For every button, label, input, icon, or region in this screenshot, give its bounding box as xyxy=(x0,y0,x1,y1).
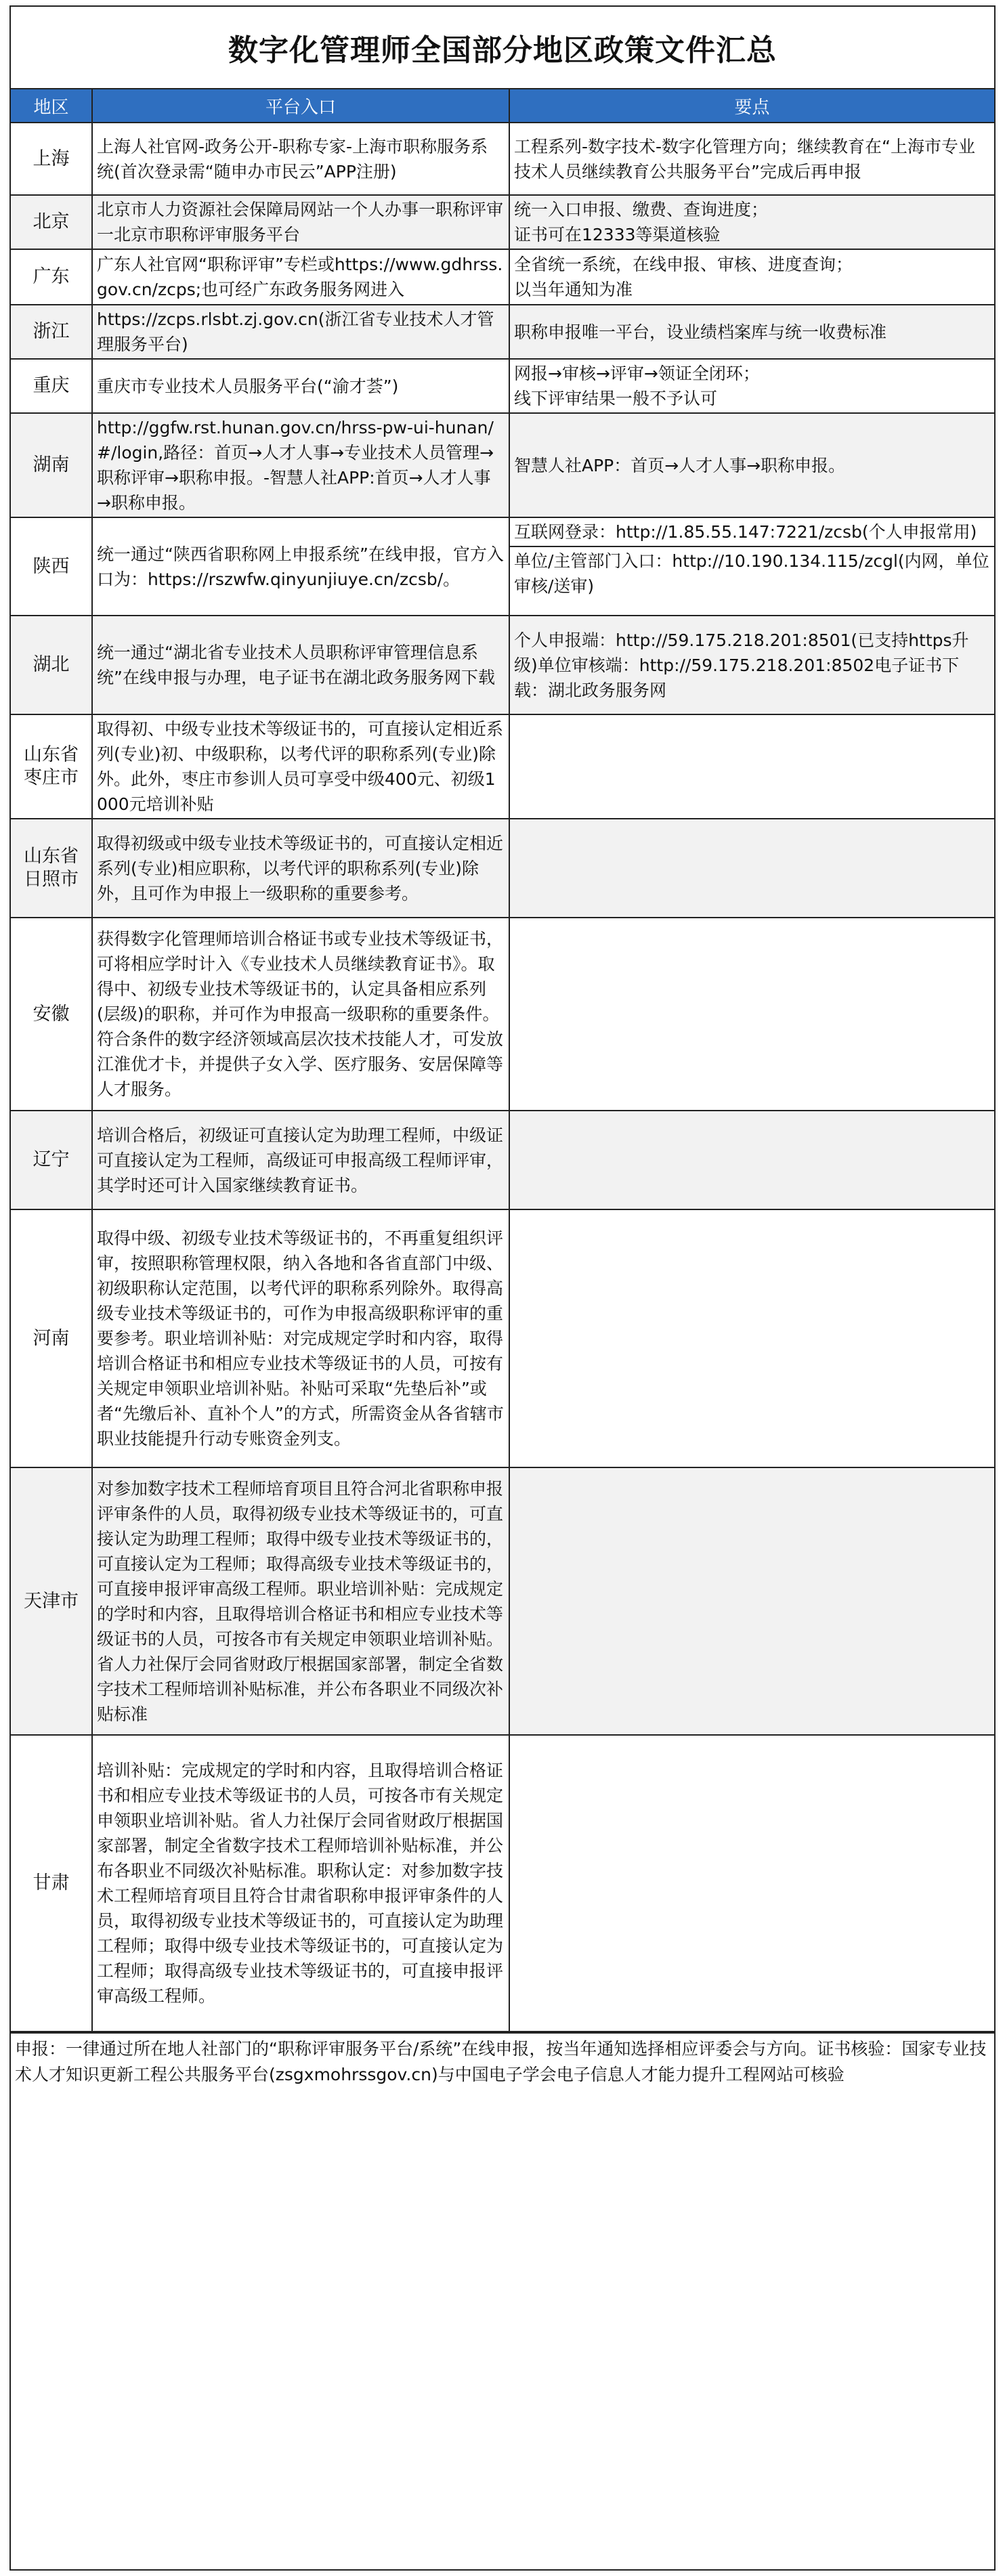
table-header-row xyxy=(11,89,994,123)
policy-table xyxy=(11,89,994,2032)
table-row xyxy=(11,123,994,195)
entry-cell: 取得初、中级专业技术等级证书的，可直接认定相近系列(专业)初、中级职称，以考代评的职称系列(专业)除外。此外，枣庄市参训人员可享受中级400元、初级1000元培训补贴 xyxy=(92,714,509,819)
region-cell: 安徽 xyxy=(11,918,92,1111)
table-row xyxy=(11,305,994,359)
table-row xyxy=(11,616,994,714)
entry-cell: 取得中级、初级专业技术等级证书的，不再重复组织评审，按照职称管理权限，纳入各地和各省直部门中级、初级职称认定范围，以考代评的职称系列除外。取得高级专业技术等级证书的，可作为申报高级职称评审的重要参考。职业培训补贴：对完成规定学时和内容，取得培训合格证书和相应专业技术等级证书的人员，可按有关规定申领职业培训补贴。补贴可采取“先垫后补”或者“先缴后补、直补个人”的方式，所需资金从各省辖市职业技能提升行动专账资金列支。 xyxy=(92,1209,509,1467)
region-cell: 山东省 日照市 xyxy=(11,819,92,918)
points-cell: 工程系列-数字技术-数字化管理方向；继续教育在“上海市专业技术人员继续教育公共服务平台”完成后再申报 xyxy=(509,123,994,195)
footer-note: 申报：一律通过所在地人社部门的“职称评审服务平台/系统”在线申报，按当年通知选择相应评委会与方向。证书核验：国家专业技术人才知识更新工程公共服务平台(zsgxmohrssgov.cn)与中国电子学会电子信息人才能力提升工程网站可核验 xyxy=(11,2032,994,2090)
region-cell: 广东 xyxy=(11,249,92,305)
entry-cell: 重庆市专业技术人员服务平台(“渝才荟”) xyxy=(92,359,509,413)
points-cell: 全省统一系统，在线申报、审核、进度查询； 以当年通知为准 xyxy=(509,249,994,305)
entry-cell: http://ggfw.rst.hunan.gov.cn/hrss-pw-ui-hunan/#/login,路径：首页→人才人事→专业技术人员管理→职称评审→职称申报。-智慧人社APP:首页→人才人事→职称申报。 xyxy=(92,413,509,517)
points-cell xyxy=(509,1209,994,1467)
table-row xyxy=(11,359,994,413)
points-cell xyxy=(509,918,994,1111)
points-cell xyxy=(509,819,994,918)
points-cell xyxy=(509,517,994,616)
column-header-points: 要点 xyxy=(509,89,994,123)
table-row xyxy=(11,1111,994,1209)
region-cell: 湖北 xyxy=(11,616,92,714)
points-cell xyxy=(509,714,994,819)
table-row xyxy=(11,1735,994,2032)
region-cell: 北京 xyxy=(11,195,92,249)
region-cell: 上海 xyxy=(11,123,92,195)
entry-cell: 对参加数字技术工程师培育项目且符合河北省职称申报评审条件的人员，取得初级专业技术等级证书的，可直接认定为助理工程师；取得中级专业技术等级证书的，可直接认定为工程师；取得高级专业技术等级证书的，可直接申报评审高级工程师。职业培训补贴：完成规定的学时和内容，且取得培训合格证书和相应专业技术等级证书的人员，可按各市有关规定申领职业培训补贴。省人力社保厅会同省财政厅根据国家部署，制定全省数字技术工程师培训补贴标准，并公布各职业不同级次补贴标准 xyxy=(92,1467,509,1735)
entry-cell: https://zcps.rlsbt.zj.gov.cn(浙江省专业技术人才管理服务平台) xyxy=(92,305,509,359)
region-cell: 甘肃 xyxy=(11,1735,92,2032)
entry-cell: 广东人社官网“职称评审”专栏或https://www.gdhrss.gov.cn/zcps;也可经广东政务服务网进入 xyxy=(92,249,509,305)
entry-cell: 培训合格后，初级证可直接认定为助理工程师，中级证可直接认定为工程师，高级证可申报高级工程师评审，其学时还可计入国家继续教育证书。 xyxy=(92,1111,509,1209)
region-cell: 重庆 xyxy=(11,359,92,413)
region-cell: 天津市 xyxy=(11,1467,92,1735)
table-row xyxy=(11,517,994,616)
points-cell xyxy=(509,1467,994,1735)
table-row xyxy=(11,195,994,249)
points-cell: 智慧人社APP：首页→人才人事→职称申报。 xyxy=(509,413,994,517)
points-cell xyxy=(509,1735,994,2032)
entry-cell: 北京市人力资源社会保障局网站一个人办事一职称评审一北京市职称评审服务平台 xyxy=(92,195,509,249)
points-cell: 职称申报唯一平台，设业绩档案库与统一收费标准 xyxy=(509,305,994,359)
entry-cell: 上海人社官网-政务公开-职称专家-上海市职称服务系统(首次登录需“随申办市民云”APP注册) xyxy=(92,123,509,195)
entry-cell: 统一通过“陕西省职称网上申报系统”在线申报，官方入口为：https://rszwfw.qinyunjiuye.cn/zcsb/。 xyxy=(92,517,509,616)
region-cell: 山东省 枣庄市 xyxy=(11,714,92,819)
points-cell xyxy=(509,1111,994,1209)
table-row xyxy=(11,918,994,1111)
points-cell: 统一入口申报、缴费、查询进度； 证书可在12333等渠道核验 xyxy=(509,195,994,249)
page-title: 数字化管理师全国部分地区政策文件汇总 xyxy=(11,7,994,89)
entry-cell: 培训补贴：完成规定的学时和内容，且取得培训合格证书和相应专业技术等级证书的人员，可按各市有关规定申领职业培训补贴。省人力社保厅会同省财政厅根据国家部署，制定全省数字技术工程师培训补贴标准，并公布各职业不同级次补贴标准。职称认定：对参加数字技术工程师培育项目且符合甘肃省职称申报评审条件的人员，取得初级专业技术等级证书的，可直接认定为助理工程师；取得中级专业技术等级证书的，可直接认定为工程师；取得高级专业技术等级证书的，可直接申报评审高级工程师。 xyxy=(92,1735,509,2032)
region-cell: 陕西 xyxy=(11,517,92,616)
points-subcell: 单位/主管部门入口：http://10.190.134.115/zcgl(内网，单位审核/送审) xyxy=(510,546,994,600)
table-row xyxy=(11,819,994,918)
points-cell: 个人申报端：http://59.175.218.201:8501(已支持https升级)单位审核端：http://59.175.218.201:8502电子证书下载：湖北政务服务网 xyxy=(509,616,994,714)
table-row xyxy=(11,413,994,517)
column-header-region: 地区 xyxy=(11,89,92,123)
entry-cell: 统一通过“湖北省专业技术人员职称评审管理信息系统”在线申报与办理，电子证书在湖北政务服务网下载 xyxy=(92,616,509,714)
points-cell: 网报→审核→评审→领证全闭环； 线下评审结果一般不予认可 xyxy=(509,359,994,413)
region-cell: 湖南 xyxy=(11,413,92,517)
table-row xyxy=(11,1209,994,1467)
table-row xyxy=(11,1467,994,1735)
table-row xyxy=(11,249,994,305)
points-subcell: 互联网登录：http://1.85.55.147:7221/zcsb(个人申报常用) xyxy=(514,522,977,542)
column-header-entry: 平台入口 xyxy=(92,89,509,123)
region-cell: 河南 xyxy=(11,1209,92,1467)
policy-summary-table xyxy=(9,5,996,2571)
table-row xyxy=(11,714,994,819)
entry-cell: 取得初级或中级专业技术等级证书的，可直接认定相近系列(专业)相应职称，以考代评的职称系列(专业)除外，且可作为申报上一级职称的重要参考。 xyxy=(92,819,509,918)
region-cell: 辽宁 xyxy=(11,1111,92,1209)
table-body xyxy=(11,123,994,2032)
region-cell: 浙江 xyxy=(11,305,92,359)
entry-cell: 获得数字化管理师培训合格证书或专业技术等级证书，可将相应学时计入《专业技术人员继续教育证书》。取得中、初级专业技术等级证书的，认定具备相应系列(层级)的职称，并可作为申报高一级职称的重要条件。符合条件的数字经济领域高层次技术技能人才，可发放江淮优才卡，并提供子女入学、医疗服务、安居保障等人才服务。 xyxy=(92,918,509,1111)
